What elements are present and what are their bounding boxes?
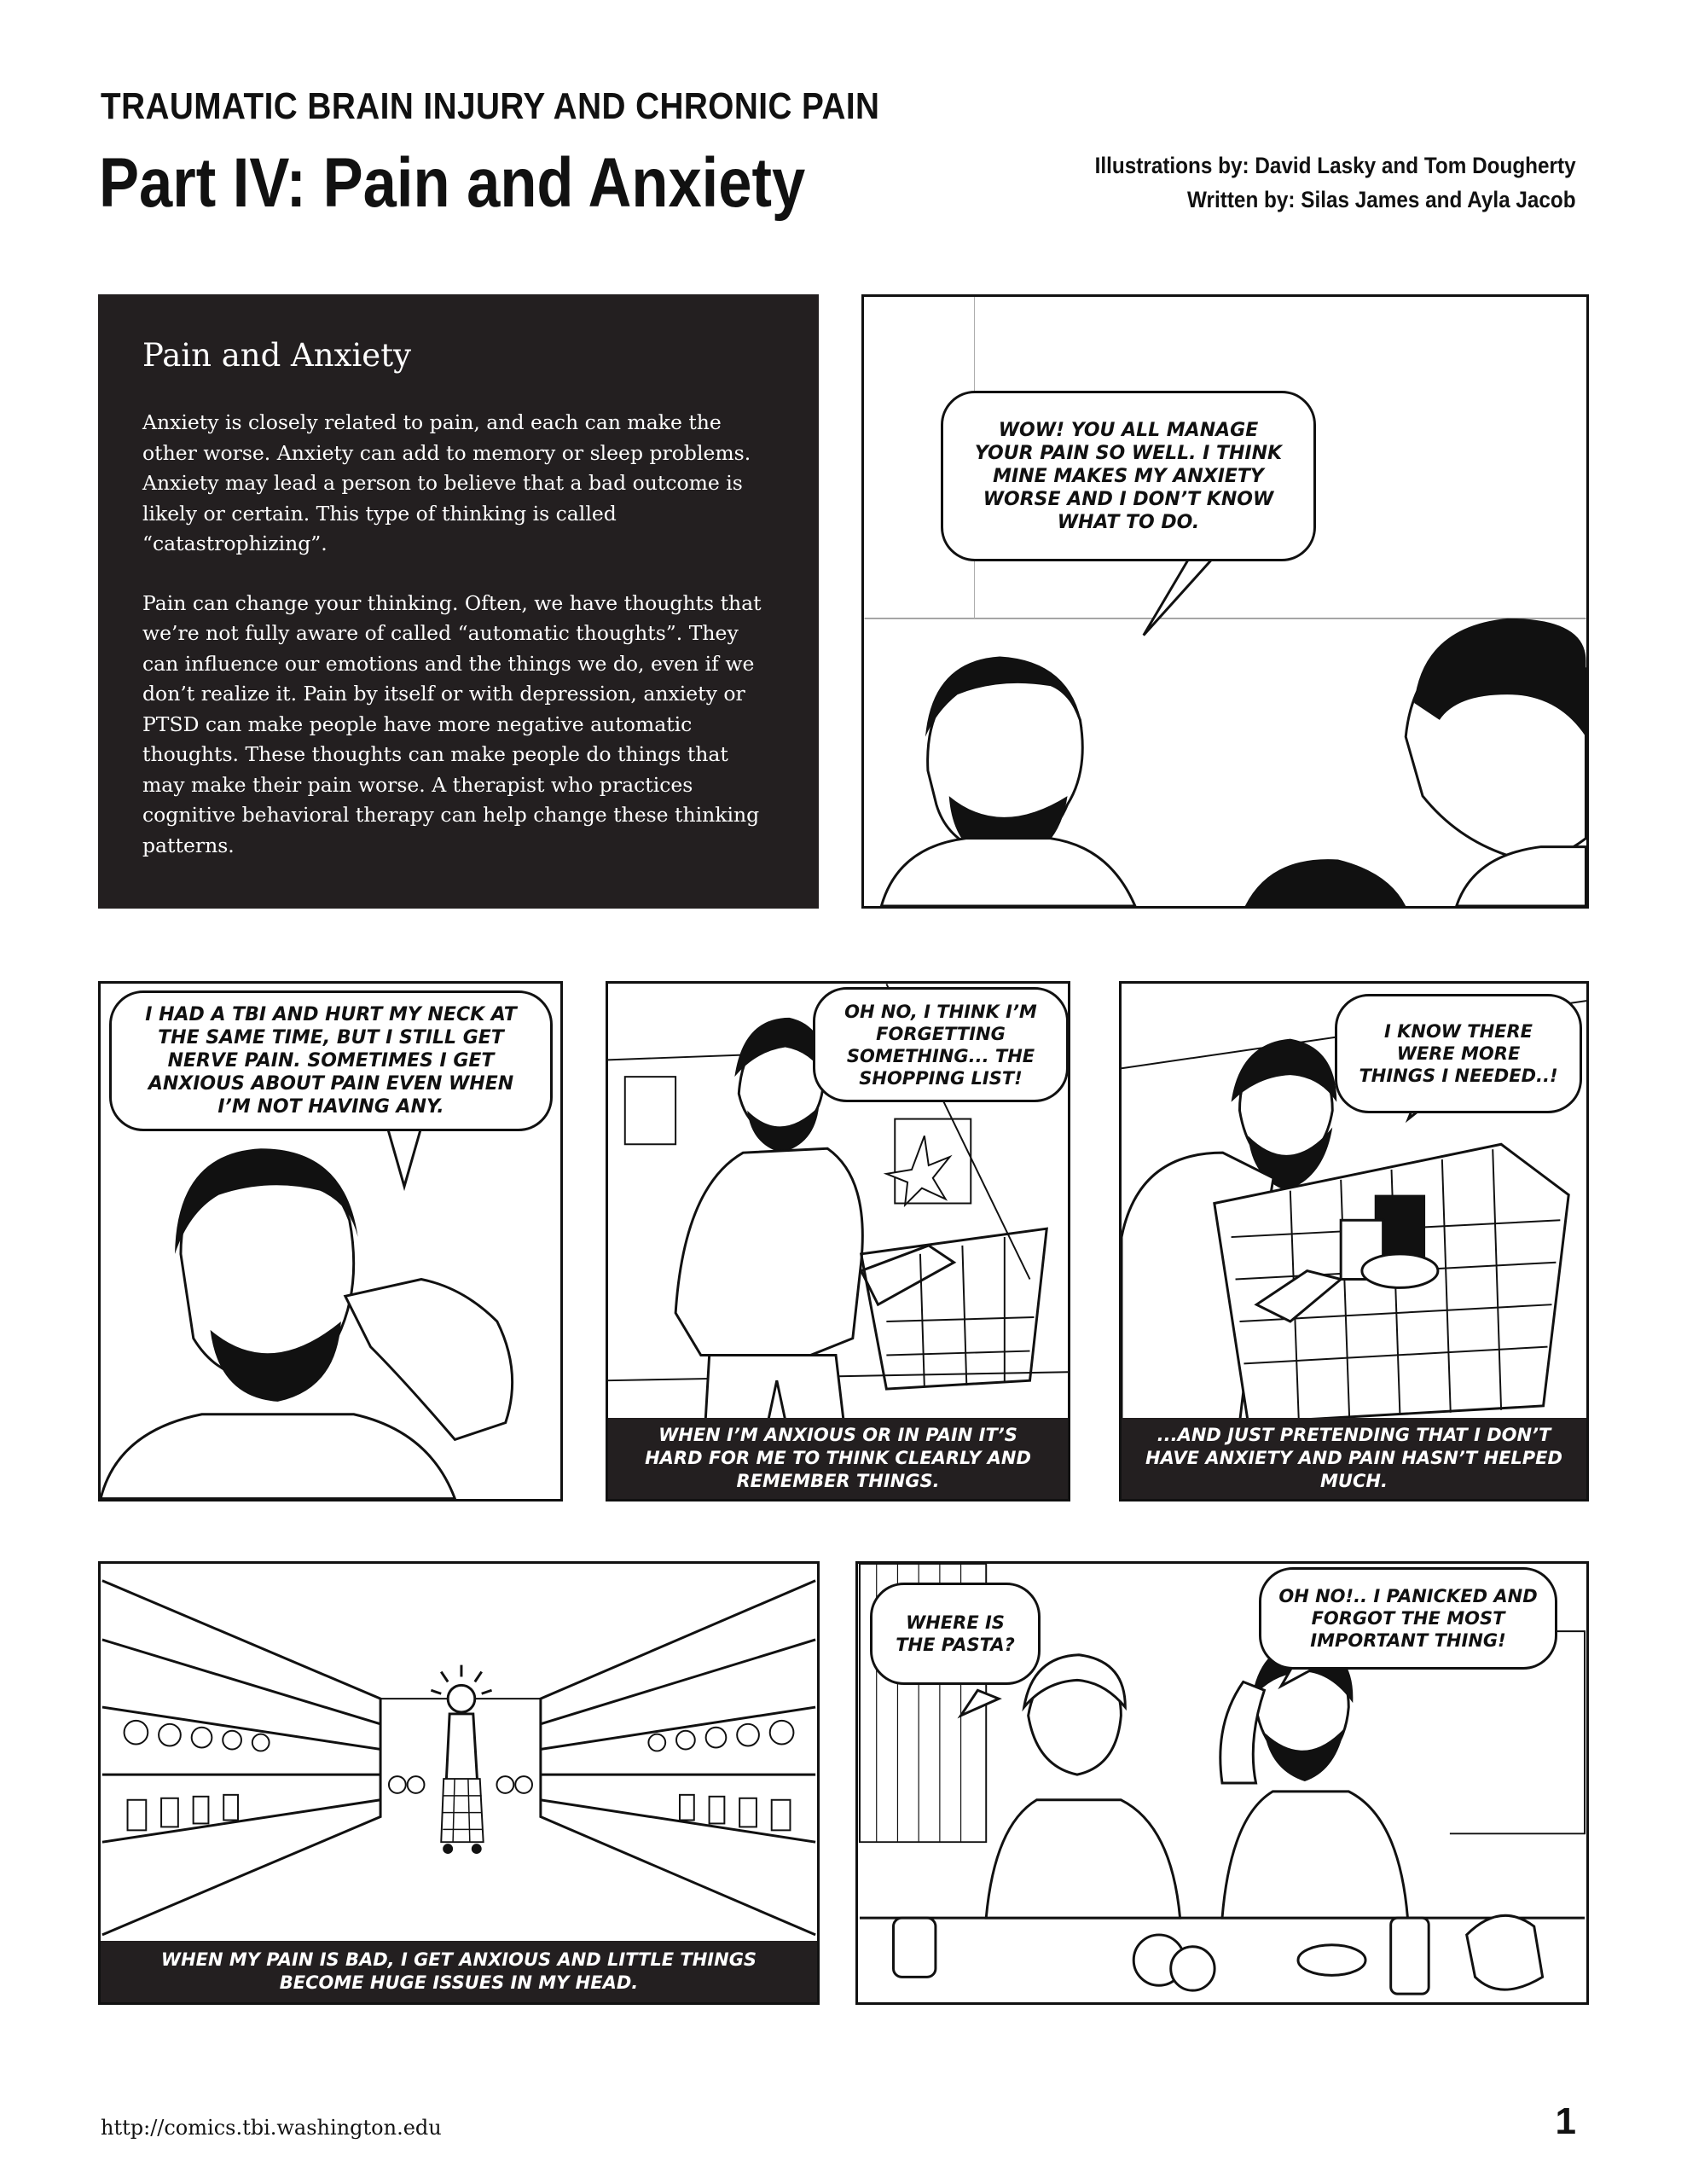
comic-panel-4 (1119, 981, 1589, 1502)
illustrations-credit: Illustrations by: David Lasky and Tom Dougherty (1095, 153, 1576, 178)
info-heading: Pain and Anxiety (142, 337, 411, 374)
info-box (98, 294, 819, 909)
speech-bubble-right (1259, 1567, 1557, 1670)
speech-text: I KNOW THERE WERE MORE THINGS I NEEDED..! (1359, 1021, 1558, 1086)
speech-text: WOW! YOU ALL MANAGE YOUR PAIN SO WELL. I THINK MINE MAKES MY ANXIETY WORSE AND I DON’T KNOW WHAT TO DO. (974, 419, 1283, 533)
speech-bubble (109, 990, 553, 1131)
comic-panel-1 (861, 294, 1589, 909)
page-number: 1 (1555, 2100, 1576, 2142)
speech-text: OH NO, I THINK I’M FORGETTING SOMETHING... THE SHOPPING LIST! (844, 1001, 1037, 1089)
narration-caption (608, 1418, 1068, 1499)
comic-panel-3 (606, 981, 1070, 1502)
credits (1095, 148, 1576, 217)
comic-panel-6 (855, 1561, 1589, 2005)
speech-bubble (1335, 994, 1582, 1113)
footer-url: http://comics.tbi.washington.edu (101, 2116, 442, 2140)
speech-text: WHERE IS THE PASTA? (896, 1612, 1015, 1655)
comic-panel-2 (98, 981, 563, 1502)
info-paragraph-1: Anxiety is closely related to pain, and each can make the other worse. Anxiety can add to memory or sleep problems. Anxiety may lead a person to believe that a bad outcome is likely or certain. This type of thinking is called “catastrophizing”. (142, 410, 751, 555)
info-paragraph-2: Pain can change your thinking. Often, we have thoughts that we’re not fully aware of called “automatic thoughts”. They can influence our emotions and the things we do, even if we don’t realize it. Pain by itself or with depression, anxiety or PTSD can make people have more negative automatic thoughts. These thoughts can make people do things that may make their pain worse. A therapist who practices cognitive behavioral therapy can help change these thinking patterns. (142, 590, 762, 857)
caption-text: ...AND JUST PRETENDING THAT I DON’T HAVE ANXIETY AND PAIN HASN’T HELPED MUCH. (1145, 1425, 1562, 1491)
narration-caption (101, 1941, 817, 2002)
speech-bubble-left (870, 1583, 1041, 1685)
comic-panel-5 (98, 1561, 820, 2005)
written-credit: Written by: Silas James and Ayla Jacob (1187, 187, 1576, 212)
series-title: TRAUMATIC BRAIN INJURY AND CHRONIC PAIN (101, 85, 880, 127)
speech-text: OH NO!.. I PANICKED AND FORGOT THE MOST IMPORTANT THING! (1278, 1586, 1538, 1651)
narration-caption (1122, 1418, 1586, 1499)
speech-text: I HAD A TBI AND HURT MY NECK AT THE SAME TIME, BUT I STILL GET NERVE PAIN. SOMETIMES I GET ANXIOUS ABOUT PAIN EVEN WHEN I’M NOT HAVING ANY. (145, 1004, 517, 1118)
speech-bubble (813, 987, 1069, 1102)
caption-text: WHEN MY PAIN IS BAD, I GET ANXIOUS AND LITTLE THINGS BECOME HUGE ISSUES IN MY HEAD. (160, 1949, 757, 1993)
panel-5-illustration (101, 1564, 817, 2002)
page-title: Part IV: Pain and Anxiety (99, 144, 806, 222)
caption-text: WHEN I’M ANXIOUS OR IN PAIN IT’S HARD FOR ME TO THINK CLEARLY AND REMEMBER THINGS. (645, 1425, 1031, 1491)
speech-bubble (941, 391, 1316, 561)
panel-1-illustration (864, 297, 1586, 906)
